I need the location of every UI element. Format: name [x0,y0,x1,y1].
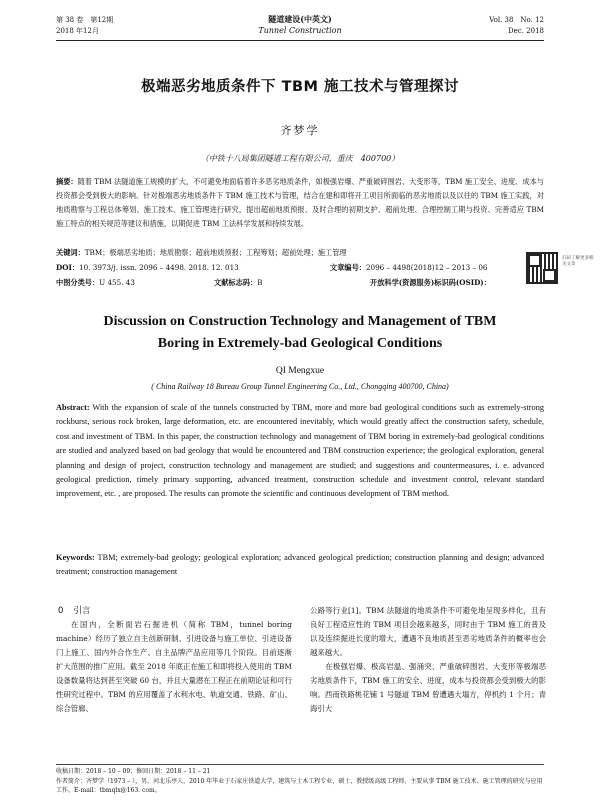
clc-number [56,277,135,288]
keywords-en-text: TBM; extremely-bad geology; geological exploration; advanced geological prediction; construction planning and design; advanced treatment; construction management [56,553,544,577]
date-right: Dec. 2018 [508,27,544,35]
abstract-en [56,401,544,502]
keywords-zh-label: 关键词： [56,248,85,257]
section-number: 0 [58,606,64,616]
abstract-en-text: With the expansion of scale of the tunnels constructed by TBM, more and more bad geological conditions such as extremely-strong rockburst, serious rock broken, large deformation, etc. are encountered inevitably, which would greatly affect the construction safety, schedule, cost and investment of TBM. In this paper, the construction technology and management of TBM boring in extremely-bad geological conditions are studied and analyzed based on bad geology that would be encountered and TBM construction experience; the geological exploration, general planning and design of project, construction technology and management are studied; and suggestions and countermeasures, i. e. advanced geological prediction, timely primary supporting, advanced treatment, construction schedule and investment control, relevant standard improvement, etc. , are proposed. The results can promote the scientific and continuous development of TBM method. [56,403,544,499]
author-zh: 齐梦学 [280,124,320,137]
volume-issue-right: Vol. 38 No. 12 [489,16,544,24]
keywords-en [56,551,544,580]
keywords-en-label: Keywords: [56,553,95,562]
body-left-column: 在国内，全断面岩石掘进机（简称 TBM，tunnel boring machine）经历了独立自主创新研制、引进设备与施工单位、引进设备门上施工、国内外合作生产、自主品牌产品应用等几个阶段。目前逐渐扩大范围的推广应用。截至 2018 年底正在施工和即将投入使用的 TBM 设备数量将达到甚至突破 60 台，并且大量潜在工程正在前期论证和可行性研究过程中。TBM 的应用覆盖了水利水电、轨道交通、铁路、矿山、综合管廊、 [56,620,292,713]
journal-title-en: Tunnel Construction [258,26,342,35]
title-zh: 极端恶劣地质条件下 TBM 施工技术与管理探讨 [141,79,459,95]
date-left: 2018 年12月 [56,27,99,35]
qr-caption: 扫码了解更多相关文章 [562,256,594,267]
clc-text: U 455. 43 [99,278,135,287]
document-code-text: B [257,278,263,287]
abstract-zh-label: 摘要： [56,177,78,186]
abstract-zh [56,175,544,231]
section-heading [58,604,90,616]
article-number [330,262,488,273]
affiliation-en: ( China Railway 18 Bureau Group Tunnel Engineering Co., Ltd., Chongqing 400700, China) [151,382,449,391]
body-right-column: 公路等行业[1]。TBM 法隧道的地质条件不可避免地呈现多样化，且有良好工程适应性的 TBM 项目会越来越多，同时由于 TBM 施工的普及以及连续掘进长度的增大，遭遇不良地质甚至恶劣地质条件的概率也会越来越大。 在极强岩爆、极高岩温、强涌突、严重破碎围岩、大变形等极端恶劣地质条件下，TBM 施工的安全、进度、成本与投资都会受到极大的影响。西南铁路桃花铺 1 号隧道 TBM 曾遭遇大塌方，停机约 1 个月；青海引大 [310,606,546,713]
header-rule [56,40,544,41]
keywords-zh-text: TBM；极端恶劣地质；地质勘察；超前地质预报；工程筹划；超前处理；施工管理 [84,248,347,257]
osid-label: 开放科学(资源服务)标识码(OSID)： [370,278,491,287]
title-en-line1: Discussion on Construction Technology and Management of TBM [103,314,497,329]
footnote-received: 收稿日期：2018 – 10 – 09；修回日期：2018 – 11 – 21 [56,768,211,775]
volume-issue-left: 第 38 卷 第12期 [56,16,114,24]
doi-text: 10. 3973/j. issn. 2096 – 4498. 2018. 12. 013 [79,263,239,272]
keywords-zh [56,247,516,258]
doi [56,262,239,273]
document-code [214,277,262,288]
author-en: QI Mengxue [275,366,325,376]
footnote-author: 作者简介：齐梦学（1973 – ），男，河北乐亭人，2010 年毕业于石家庄铁道大学，建筑与土木工程专业，硕士，教授级高级工程师，主要从事 TBM 施工技术、施工管理的研究与应用工作。E-mail：tbmqlx@163. com。 [56,778,543,794]
title-en-line2: Boring in Extremely-bad Geological Conditions [157,336,443,351]
document-code-label: 文献标志码： [214,278,258,287]
qr-code-icon[interactable] [526,252,558,284]
article-number-text: 2096 – 4498(2018)12 – 2013 – 06 [365,263,488,272]
footnote-rule [56,764,544,765]
affiliation-zh: （中铁十八局集团隧道工程有限公司，重庆 400700） [200,154,400,163]
abstract-zh-text: 随着 TBM 法隧道施工规模的扩大，不可避免地面临着许多恶劣地质条件，如极强岩爆、严重破碎围岩、大变形等，TBM 施工安全、进度、成本与投资都会受到极大的影响。针对极端恶劣地质条件下 TBM 施工技术与管理，结合在建和即将开工项目所面临的恶劣地质以及以往的 TBM 施工实践，对地质勘察与工程总体筹划、施工技术、施工管理进行研究，提出超前地质预报、及时合理的初期支护、超前处理、合理控制工期与投资、完善适应 TBM 施工特点的相关规范等建议和措施，以期促进 TBM 工法科学发展和持续发展。 [56,177,544,228]
section-title: 引言 [73,606,91,616]
abstract-en-label: Abstract: [56,403,90,412]
journal-title-zh: 隧道建设(中英文) [268,14,332,24]
doi-label: DOI： [56,263,80,272]
clc-label: 中图分类号： [56,278,100,287]
article-number-label: 文章编号： [330,263,366,272]
